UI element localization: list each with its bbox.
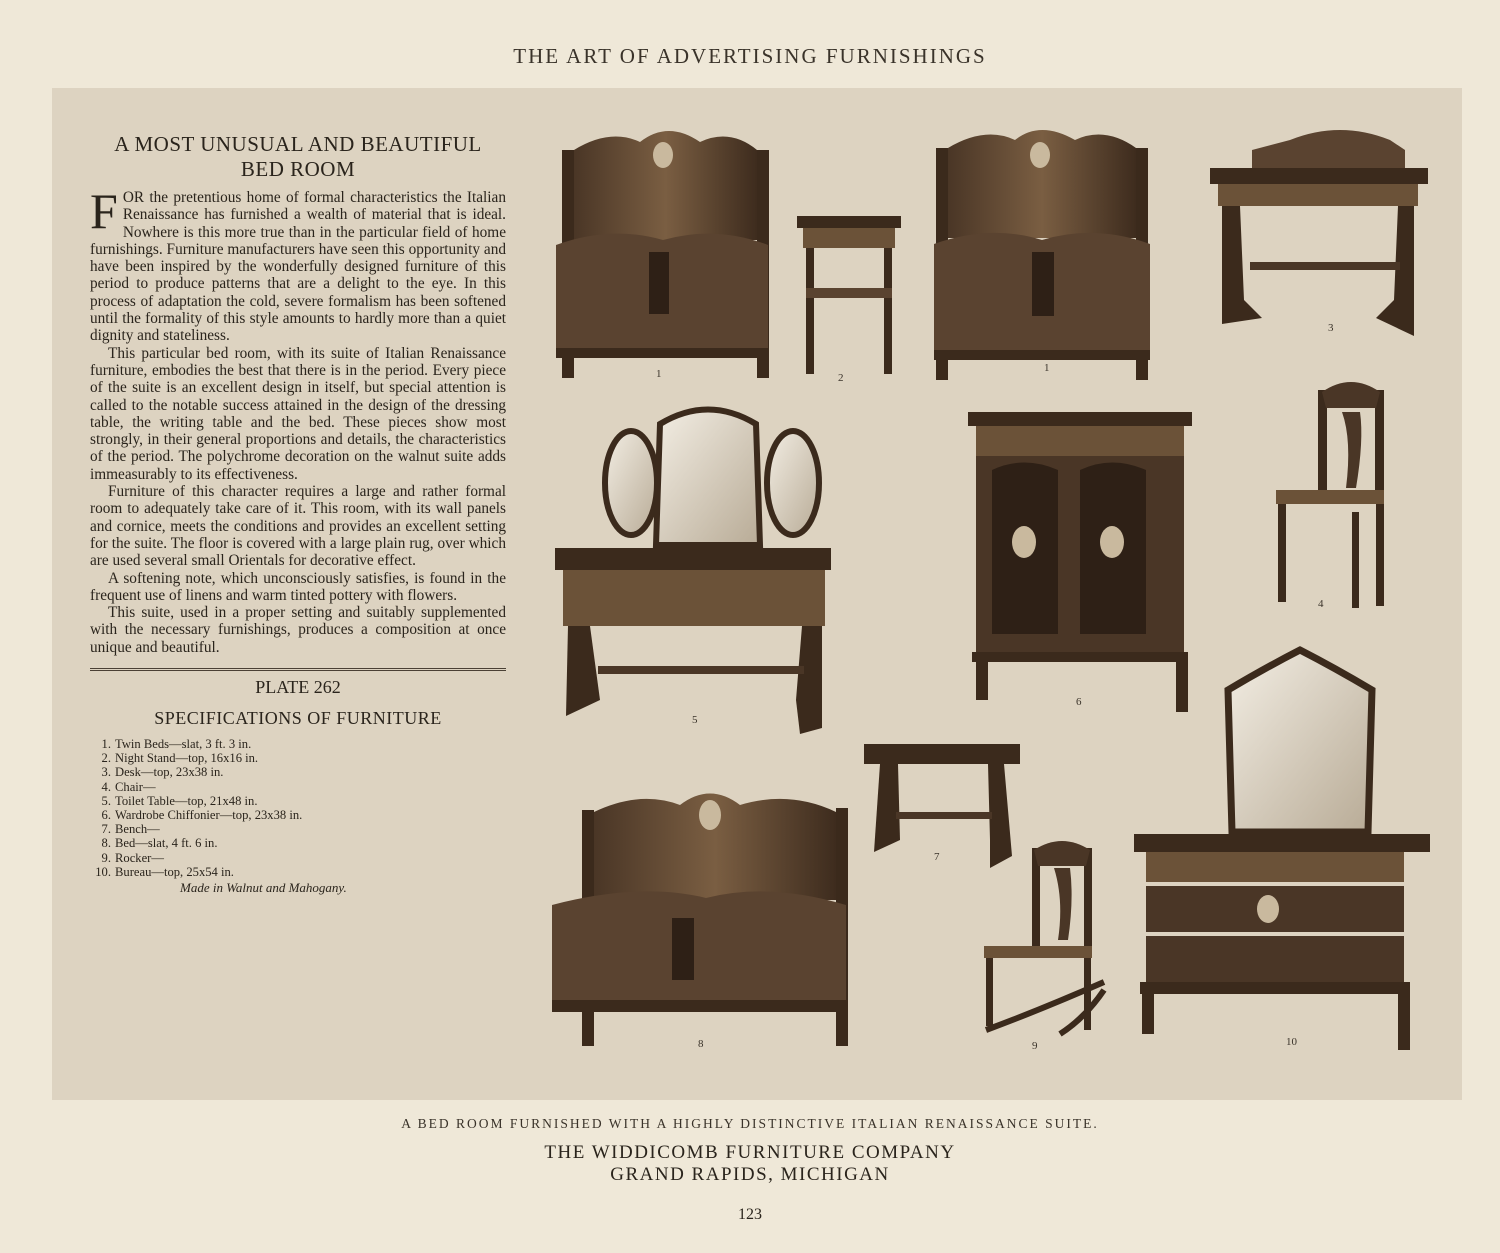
toilet-table-illustration [555,410,831,735]
spec-item: 5. Toilet Table—top, 21x48 in. [101,793,258,808]
paragraph-4: A softening note, which unconsciously satisfies, is found in the frequent use of linens and warm tinted pottery with flowers. [90,569,506,604]
figure-number: 5 [692,714,698,726]
figure-number: 3 [1328,322,1334,334]
figure-number: 1 [1044,362,1050,374]
twin-bed-illustration-left [556,131,769,378]
figure-number: 1 [656,368,662,380]
drop-cap: F [90,183,118,239]
company-city: GRAND RAPIDS, MICHIGAN [610,1164,890,1185]
chair-illustration [1276,382,1384,608]
bed-illustration [552,794,848,1047]
plate-number: PLATE 262 [255,677,341,698]
heading-line-2: BED ROOM [240,157,356,181]
company-name: THE WIDDICOMB FURNITURE COMPANY [544,1142,956,1163]
bench-illustration [864,744,1020,868]
spec-item: 1. Twin Beds—slat, 3 ft. 3 in. [101,737,252,752]
made-in-note: Made in Walnut and Mahogany. [180,880,347,896]
plate-panel [52,88,1462,1100]
wardrobe-chiffonier-illustration [968,412,1192,712]
figure-number: 6 [1076,696,1082,708]
figure-number: 10 [1286,1036,1297,1048]
rocker-illustration [984,841,1104,1034]
spec-item: 6. Wardrobe Chiffonier—top, 23x38 in. [101,808,303,823]
paragraph-1-text: OR the pretentious home of formal characteristics the Italian Renaissance has furnished a wealth of material that is ideal. Nowhere is this more true than in the particular field of home furnishings. Furniture manufacturers have seen this opportunity and have been inspired by the wonderfully designed furniture of this period to produce patterns that are a delight to the eye. In this process of adaptation the cold, severe formalism has been softened until the formality of this style amounts to hardly more than a quiet dignity and stateliness. [90,189,506,345]
spec-item: 9. Rocker— [101,850,164,865]
figure-number: 7 [934,851,940,863]
specifications-title: SPECIFICATIONS OF FURNITURE [154,708,442,729]
figure-number: 2 [838,372,844,384]
page-number: 123 [738,1206,762,1223]
spec-item: 7. Bench— [101,822,160,837]
plate-caption: A BED ROOM FURNISHED WITH A HIGHLY DISTINCTIVE ITALIAN RENAISSANCE SUITE. [401,1116,1099,1131]
desk-illustration [1210,130,1428,336]
figure-number: 9 [1032,1040,1038,1052]
night-stand-illustration [797,216,901,374]
paragraph-2: This particular bed room, with its suite of Italian Renaissance furniture, embodies the best that there is in the period. Every piece of the suite is an excellent design in itself, but special attention is called to the notable success attained in the design of the dressing table, the writing table and the bed. These pieces show most strongly, in their general proportions and details, the characteristics of the period. The polychrome decoration on the walnut suite adds immeasurably to its effectiveness. [90,344,506,483]
spec-item: 3. Desk—top, 23x38 in. [101,765,224,780]
spec-item: 8. Bed—slat, 4 ft. 6 in. [101,836,218,851]
twin-bed-illustration-right [934,130,1150,380]
paragraph-5: This suite, used in a proper setting and suitably supplemented with the necessary furnishings, produces a composition at once unique and beautiful. [90,604,506,656]
figure-number: 4 [1318,598,1324,610]
company-credit [0,1142,1500,1186]
running-head: THE ART OF ADVERTISING FURNISHINGS [513,44,987,68]
spec-item: 2. Night Stand—top, 16x16 in. [101,751,259,766]
figure-number: 8 [698,1038,704,1050]
spec-item: 10. Bureau—top, 25x54 in. [95,864,234,879]
heading-line-1: A MOST UNUSUAL AND BEAUTIFUL [114,132,482,156]
furniture-illustrations [52,88,1462,1100]
paragraph-3: Furniture of this character requires a large and rather formal room to adequately take care of it. This room, with its wall panels and cornice, meets the conditions and provides an excellent setting for the suite. The floor is covered with a large plain rug, over which are used several small Orientals for decorative effect. [90,483,506,570]
spec-item: 4. Chair— [101,779,156,794]
